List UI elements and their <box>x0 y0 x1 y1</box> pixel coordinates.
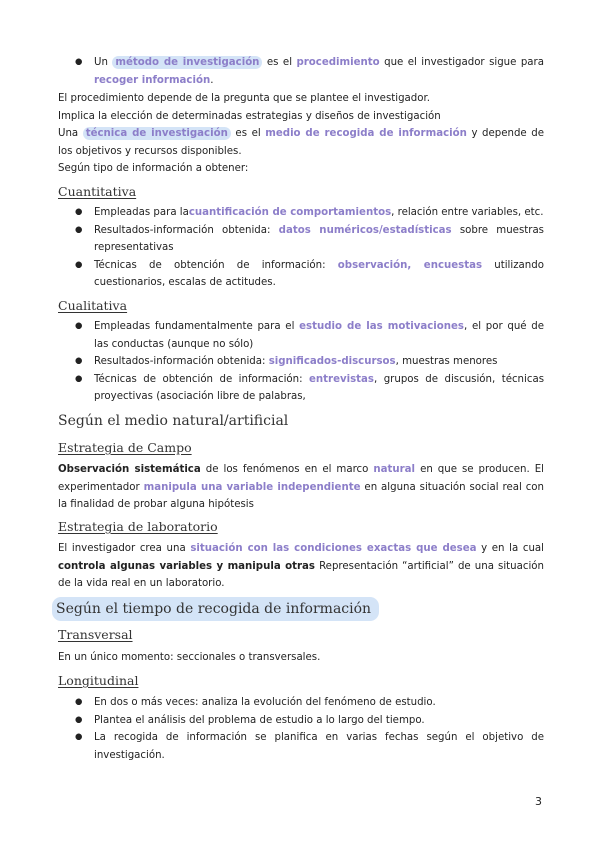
text: Empleadas fundamentalmente para el <box>94 321 295 332</box>
section-cuantitativa <box>58 182 544 202</box>
subsection-transversal <box>58 625 544 645</box>
text: Resultados-información obtenida: <box>94 224 271 236</box>
intro-bullet-metodo <box>58 54 544 89</box>
text: Una <box>58 128 79 139</box>
campo-paragraph <box>58 461 544 514</box>
highlight: significados-discursos <box>268 356 396 367</box>
laboratorio-paragraph <box>58 540 544 593</box>
heading-row <box>58 597 544 621</box>
list-item <box>58 222 544 257</box>
text: , el por qué de las conductas (aunque no sólo) <box>94 321 544 350</box>
intro-line-2: Implica la elección de determinadas estrategias y diseños de investigación <box>58 110 441 122</box>
heading-longitudinal: Longitudinal <box>58 673 139 688</box>
list-item <box>58 353 544 371</box>
text: El investigador crea una <box>58 543 186 554</box>
text: Un <box>94 57 108 68</box>
highlight: manipula una variable independiente <box>143 481 361 493</box>
subsection-campo <box>58 438 544 458</box>
text: en alguna situación social real con la finalidad de probar alguna hipótesis <box>58 481 544 510</box>
paragraph <box>58 540 544 593</box>
intro-bullet-list <box>58 54 544 89</box>
section-medio <box>58 410 544 432</box>
list-item: ● Plantea el análisis del problema de estudio a lo largo del tiempo. <box>58 712 544 730</box>
transversal-paragraph <box>58 649 544 667</box>
text: Representación “artificial” de una situación de la vida real en un laboratorio. <box>58 560 544 589</box>
highlight: situación con las condiciones exactas que desea <box>190 543 477 554</box>
intro-line-3 <box>58 125 544 160</box>
text: . <box>210 74 214 86</box>
text: sobre muestras representativas <box>94 224 544 253</box>
subsection-laboratorio <box>58 517 544 537</box>
heading-campo: Estrategia de Campo <box>58 440 192 455</box>
text: Técnicas de obtención de información: <box>94 373 303 385</box>
heading-transversal: Transversal <box>58 627 133 642</box>
heading-cualitativa: Cualitativa <box>58 298 128 313</box>
text: , muestras menores <box>395 356 498 367</box>
highlight-tecnica: técnica de investigación <box>83 127 231 140</box>
highlight-recoger: recoger información <box>94 74 211 86</box>
highlight: entrevistas <box>309 373 374 385</box>
heading-cuantitativa: Cuantitativa <box>58 184 137 199</box>
highlight: observación, encuestas <box>337 259 483 271</box>
heading-laboratorio: Estrategia de laboratorio <box>58 519 218 534</box>
intro-line-1: El procedimiento depende de la pregunta que se plantee el investigador. <box>58 93 430 104</box>
highlight-medio: medio de recogida de información <box>265 128 467 139</box>
highlight: cuantificación de comportamientos <box>188 207 392 218</box>
text: utilizando cuestionarios, escalas de actitudes. <box>94 259 544 288</box>
text: , grupos de discusión, técnicas proyectivas (asociación libre de palabras, <box>94 373 544 402</box>
highlight-metodo: método de investigación <box>112 56 262 69</box>
text: Resultados-información obtenida: <box>94 356 266 367</box>
list-item <box>58 318 544 353</box>
text: de los fenómenos en el marco <box>205 464 369 475</box>
bold-text: Observación sistemática <box>58 464 201 475</box>
cualitativa-list <box>58 318 544 406</box>
text: y depende de los objetivos y recursos disponibles. <box>58 128 544 157</box>
highlight: estudio de las motivaciones <box>299 321 464 332</box>
highlight: datos numéricos/estadísticas <box>278 224 452 236</box>
text: y en la cual <box>481 543 544 554</box>
section-cualitativa <box>58 296 544 316</box>
list-item <box>58 371 544 406</box>
intro-line-4: Según tipo de información a obtener: <box>58 163 249 174</box>
text: que el investigador sigue para <box>384 57 544 68</box>
heading-medio: Según el medio natural/artificial <box>58 413 289 429</box>
text: Empleadas para la <box>94 207 189 218</box>
cuantitativa-list <box>58 204 544 292</box>
intro-paragraphs <box>58 90 544 178</box>
longitudinal-list <box>58 694 544 764</box>
list-item <box>58 257 544 292</box>
text: , relación entre variables, etc. <box>391 207 544 218</box>
list-item: ● La recogida de información se planifica en varias fechas según el objetivo de investigación. <box>58 729 544 764</box>
text: Técnicas de obtención de información: <box>94 259 326 271</box>
bold-text: controla algunas variables y manipula otras <box>58 560 315 572</box>
list-item: ● En dos o más veces: analiza la evolución del fenómeno de estudio. <box>58 694 544 712</box>
section-tiempo <box>58 597 544 621</box>
highlight: natural <box>373 464 416 475</box>
heading-tiempo: Según el tiempo de recogida de información <box>52 597 379 621</box>
highlight-procedimiento: procedimiento <box>296 57 380 68</box>
text: es el <box>266 57 293 68</box>
paragraph: En un único momento: seccionales o transversales. <box>58 652 321 663</box>
text: es el <box>235 128 261 139</box>
page-number: 3 <box>535 795 542 808</box>
list-item <box>58 204 544 222</box>
paragraph <box>58 461 544 514</box>
text: en que se producen. El experimentador <box>58 464 544 493</box>
subsection-longitudinal <box>58 671 544 691</box>
